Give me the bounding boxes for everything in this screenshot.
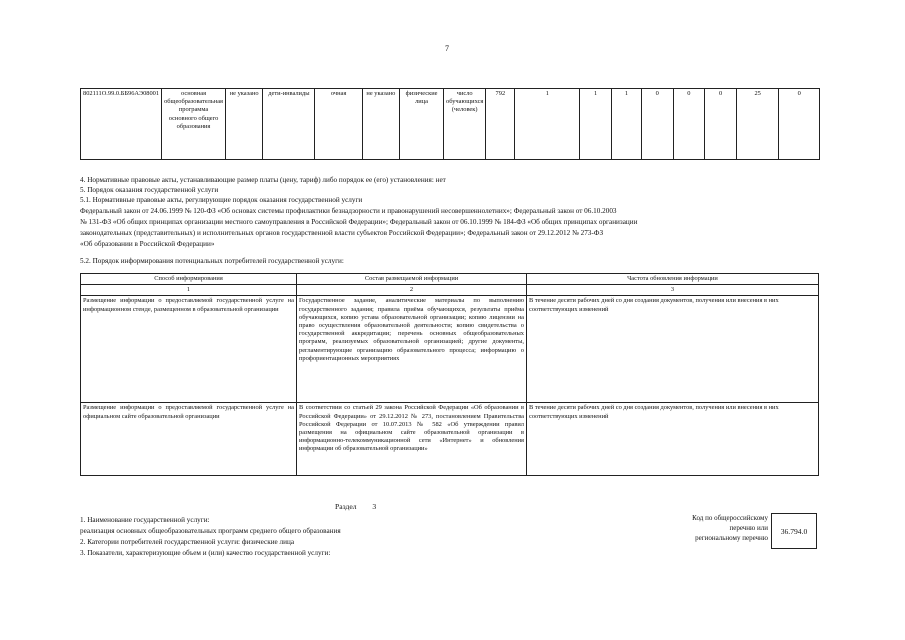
- section-label: Раздел: [335, 502, 357, 511]
- column-number: 1: [81, 285, 297, 296]
- service-name-label: 1. Наименование государственной услуги:: [80, 516, 210, 524]
- code-value-box: 36.794.0: [771, 513, 817, 549]
- table-cell: 1: [611, 89, 641, 160]
- table-cell: 25: [736, 89, 779, 160]
- section-heading: [335, 502, 376, 511]
- table-cell: 0: [705, 89, 737, 160]
- table-row: [81, 403, 819, 476]
- table-number-row: [81, 285, 819, 296]
- table-cell: физические лица: [400, 89, 444, 160]
- table-cell: 1: [580, 89, 612, 160]
- column-header: Способ информирования: [81, 274, 297, 285]
- item-5: 5. Порядок оказания государственной услуги: [80, 186, 219, 194]
- law-line-4: «Об образовании в Российской Федерации»: [80, 240, 215, 248]
- item-4: 4. Нормативные правовые акты, устанавливающие размер платы (цену, тариф) либо порядок ее (его) установления: нет: [80, 176, 446, 184]
- column-number: 2: [297, 285, 527, 296]
- table-cell: 802111О.99.0.ББ96АЭ08001: [81, 89, 162, 160]
- section-number: 3: [372, 502, 377, 511]
- table-cell: 792: [486, 89, 515, 160]
- table-row: [81, 296, 819, 403]
- code-label: Код по общероссийскому перечню или региональному перечню: [692, 514, 768, 542]
- column-header: Состав размещаемой информации: [297, 274, 527, 285]
- table-cell: число обучающихся (человек): [444, 89, 486, 160]
- information-table: [80, 273, 819, 476]
- service-name-value: реализация основных общеобразовательных программ среднего общего образования: [80, 527, 341, 535]
- table-cell: 1: [515, 89, 580, 160]
- table-cell: не указано: [362, 89, 399, 160]
- method-cell: Размещение информации о предоставляемой государственной услуге на информационном стенде, размещенном в образовательной организации: [81, 296, 297, 403]
- table-cell: 0: [641, 89, 673, 160]
- law-line-3: законодательных (представительных) и исполнительных органов государственной власти субъектов Российской Федерации»; Федеральный закон от 29.12.2012 № 273-ФЗ: [80, 229, 604, 237]
- frequency-cell: В течение десяти рабочих дней со дня создания документов, получения или внесения в них соответствующих изменений: [527, 296, 819, 403]
- table-cell: 0: [779, 89, 820, 160]
- table-cell: не указано: [225, 89, 262, 160]
- page-number: 7: [445, 44, 449, 53]
- indicator-table: [80, 88, 820, 160]
- table-row: [81, 89, 820, 160]
- content-cell: Государственное задание, аналитические материалы по выполнению государственного задания; правила приёма обучающихся, результаты приёма обучающихся, копию устава образовательной организации; копию лицензии на право осуществления образовательной деятельности; копию свидетельства о государственной аккредитации; перечень основных общеобразовательных программ, реализуемых образовательной организацией; другие документы, регламентирующие организацию образовательного процесса; информацию о профориентационных мероприятиях: [297, 296, 527, 403]
- content-cell: В соответствии со статьей 29 закона Российской Федерации «Об образовании в Российской Федерации» от 29.12.2012 № 273, постановлением Правительства Российской Федерации от 10.07.2013 № 582 «Об утверждении правил размещения на официальном сайте образовательной организации в информационно-телекоммуникационной сети «Интернет» и обновления информации об образовательной организации»: [297, 403, 527, 476]
- consumer-category: 2. Категории потребителей государственной услуги: физические лица: [80, 538, 295, 546]
- method-cell: Размещение информации о предоставляемой государственной услуге на официальном сайте образовательной организации: [81, 403, 297, 476]
- frequency-cell: В течение десяти рабочих дней со дня создания документов, получения или внесения в них соответствующих изменений: [527, 403, 819, 476]
- indicators-heading: 3. Показатели, характеризующие объем и (или) качество государственной услуги:: [80, 549, 331, 557]
- table-header-row: [81, 274, 819, 285]
- table-cell: основная общеобразовательная программа основного общего образования: [162, 89, 226, 160]
- item-5-1: 5.1. Нормативные правовые акты, регулирующие порядок оказания государственной услуги: [80, 196, 363, 204]
- table-cell: дети-инвалиды: [263, 89, 315, 160]
- item-5-2: 5.2. Порядок информирования потенциальных потребителей государственной услуги:: [80, 257, 344, 265]
- column-number: 3: [527, 285, 819, 296]
- column-header: Частота обновления информации: [527, 274, 819, 285]
- table-cell: очная: [315, 89, 362, 160]
- law-line-2: № 131-ФЗ «Об общих принципах организации местного самоуправления в Российской Федерации»; Федеральный закон от 06.10.1999 № 184-ФЗ «Об общих принципах организации: [80, 218, 638, 226]
- law-line-1: Федеральный закон от 24.06.1999 № 120-ФЗ «Об основах системы профилактики безнадзорности и правонарушений несовершеннолетних»; Федеральный закон от 06.10.2003: [80, 207, 617, 215]
- table-cell: 0: [673, 89, 705, 160]
